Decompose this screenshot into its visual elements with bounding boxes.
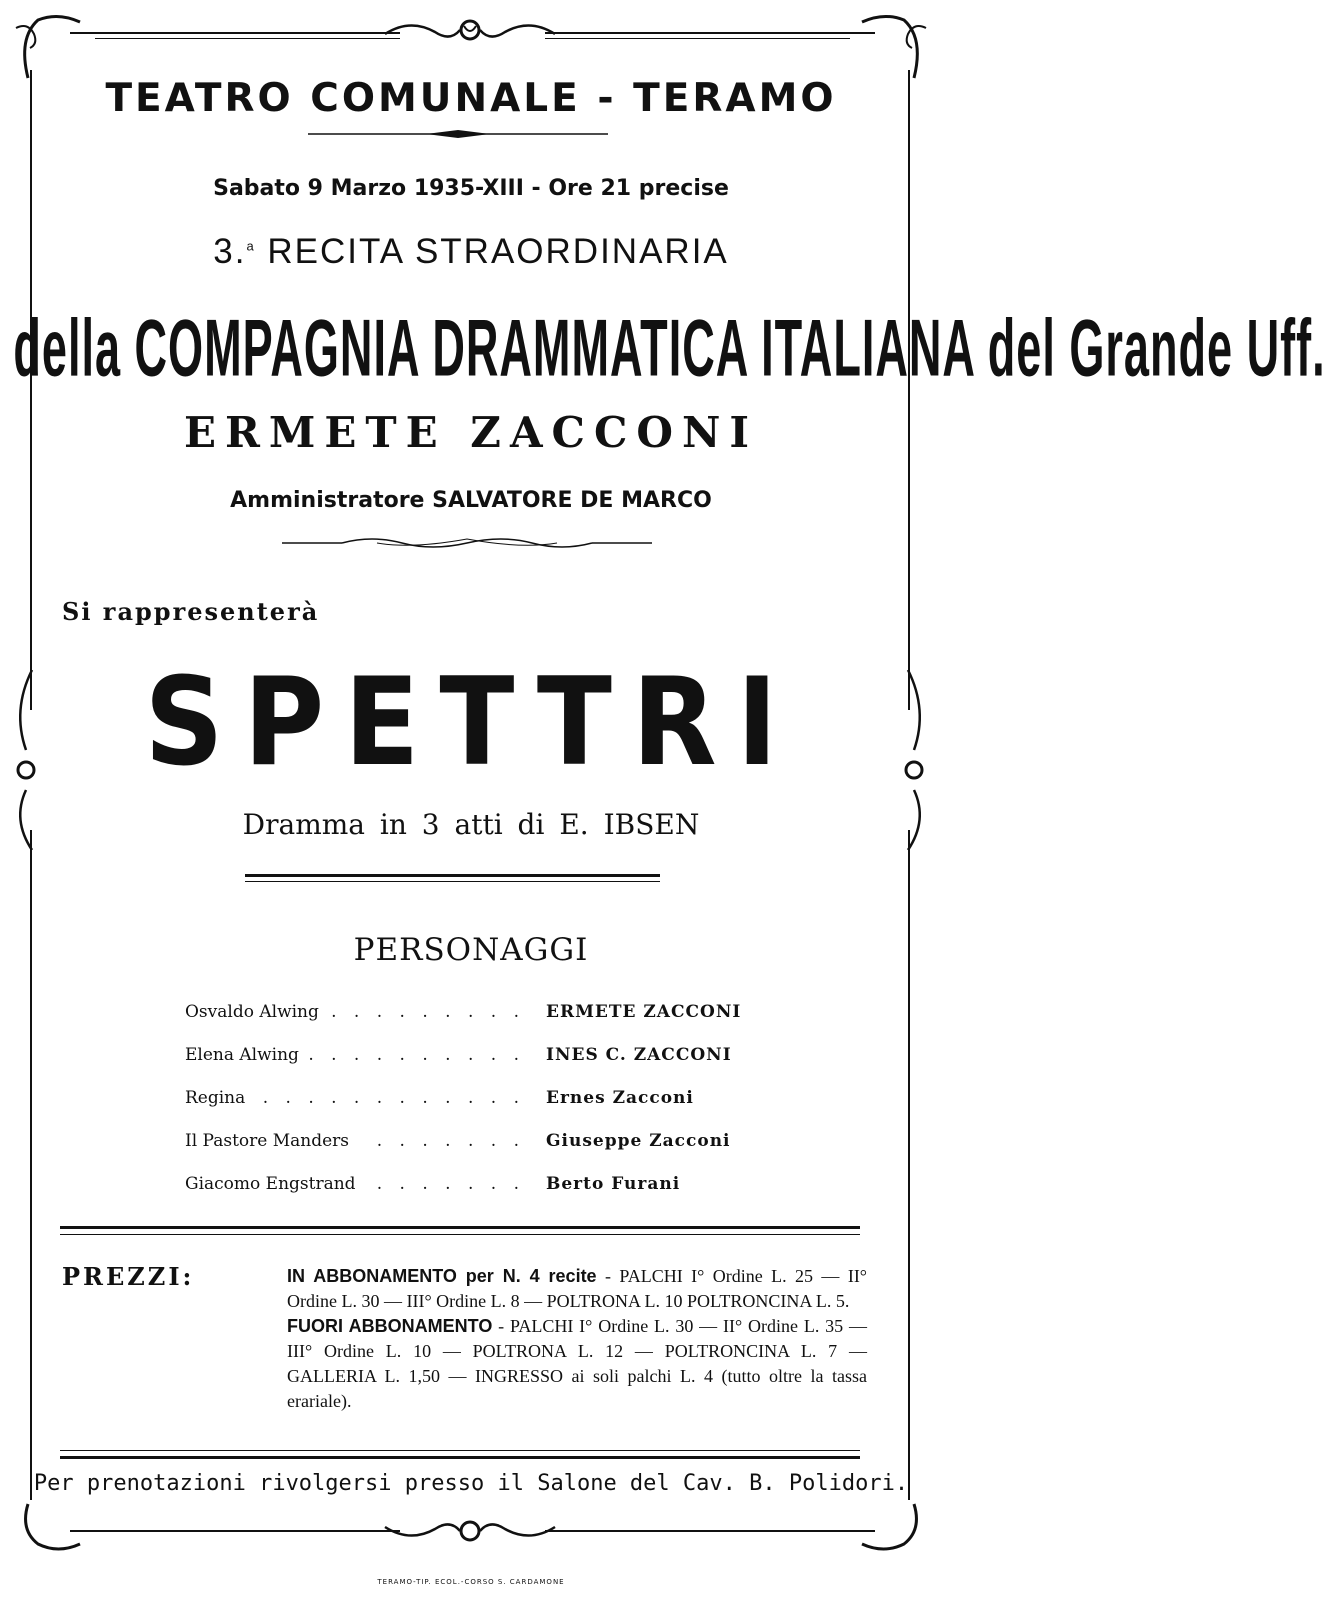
administrator: Amministratore SALVATORE DE MARCO	[230, 488, 712, 513]
prices-rule-top	[60, 1226, 860, 1229]
cast-leader-dots: . . . . . . . . . .	[308, 1045, 525, 1065]
prices-rule-bottom-thick	[60, 1456, 860, 1459]
cast-role: Osvaldo Alwing	[185, 1002, 319, 1022]
prices-label: PREZZI:	[62, 1262, 195, 1291]
abbonamento-prices: - PALCHI I° Ordine L. 25 — II° Ordine L. 30 — III° Ordine L. 8 — POLTRONA L. 10 POLTRONCINA L. 5.	[287, 1266, 868, 1311]
play-title-text: SPETTRI	[144, 652, 798, 793]
cast-actor: Ernes Zacconi	[546, 1088, 694, 1108]
cast-actor: INES C. ZACCONI	[546, 1045, 732, 1065]
fuori-abbonamento-heading: FUORI ABBONAMENTO	[287, 1316, 493, 1336]
double-rule-bottom	[245, 881, 660, 882]
corner-ornament-bottom-right	[854, 1500, 934, 1560]
recita-line	[0, 232, 942, 272]
divider-scroll-ornament	[282, 535, 652, 551]
cast-leader-dots: . . . . . . .	[376, 1174, 525, 1194]
frame-right-line	[908, 830, 910, 1500]
cast-role: Regina	[185, 1088, 246, 1108]
company-text: della COMPAGNIA DRAMMATICA ITALIANA del Grande Uff.	[13, 301, 1326, 393]
recita-number: 3.	[213, 232, 247, 271]
si-rappresentera: Si rappresenterà	[62, 597, 320, 626]
performance-date: Sabato 9 Marzo 1935-XIII - Ore 21 precise	[213, 176, 729, 201]
abbonamento-heading: IN ABBONAMENTO per N. 4 recite	[287, 1266, 597, 1286]
play-title	[0, 652, 942, 793]
frame-top-line	[545, 32, 875, 34]
prices-rule-bottom	[60, 1450, 860, 1451]
star-name: ERMETE ZACCONI	[183, 408, 759, 457]
recita-title: RECITA STRAORDINARIA	[267, 232, 729, 271]
booking-info: Per prenotazioni rivolgersi presso il Salone del Cav. B. Polidori.	[33, 1471, 909, 1496]
cast-actor: Berto Furani	[546, 1174, 681, 1194]
company-line	[0, 300, 1326, 393]
play-subtitle: Dramma in 3 atti di E. IBSEN	[242, 808, 700, 841]
cast-leader-dots: . . . . . . . . .	[331, 1002, 525, 1022]
recita-ordinal: a	[246, 238, 256, 254]
divider-ornament	[308, 128, 608, 140]
theatre-name: TEATRO COMUNALE - TERAMO	[105, 76, 837, 121]
cast-leader-dots: . . . . . . .	[376, 1131, 525, 1151]
frame-top-line-thin	[545, 38, 850, 39]
bottom-center-ornament	[380, 1515, 560, 1547]
double-rule-top	[245, 874, 660, 877]
frame-top-line-thin	[95, 38, 400, 39]
cast-role: Elena Alwing	[185, 1045, 299, 1065]
cast-heading: PERSONAGGI	[353, 932, 589, 968]
corner-ornament-bottom-left	[8, 1500, 88, 1560]
cast-row	[185, 1131, 785, 1174]
cast-actor: ERMETE ZACCONI	[546, 1002, 742, 1022]
cast-role: Il Pastore Manders	[185, 1131, 350, 1151]
cast-row	[185, 1088, 785, 1131]
fuori-abbonamento-prices: - PALCHI I° Ordine L. 30 — II° Ordine L. 35 — III° Ordine L. 10 — POLTRONA L. 12 — POLTRONCINA L. 7 — GALLERIA L. 1,50 — INGRESSO ai soli palchi L. 4 (tutto oltre la tassa erariale).	[287, 1316, 868, 1411]
prices-rule-top-thin	[60, 1234, 860, 1235]
top-center-ornament	[380, 14, 560, 46]
cast-list	[185, 1002, 785, 1217]
frame-bottom-line	[70, 1530, 400, 1532]
prices-text	[287, 1264, 867, 1414]
printer-credit: TERAMO-TIP. ECOL.-CORSO S. CARDAMONE	[377, 1578, 565, 1586]
cast-row	[185, 1045, 785, 1088]
cast-leader-dots: . . . . . . . . . . . .	[262, 1088, 525, 1108]
frame-left-line	[30, 830, 32, 1500]
cast-actor: Giuseppe Zacconi	[546, 1131, 731, 1151]
cast-role: Giacomo Engstrand	[185, 1174, 356, 1194]
cast-row	[185, 1174, 785, 1217]
frame-top-line	[70, 32, 400, 34]
frame-bottom-line	[545, 1530, 875, 1532]
cast-row	[185, 1002, 785, 1045]
